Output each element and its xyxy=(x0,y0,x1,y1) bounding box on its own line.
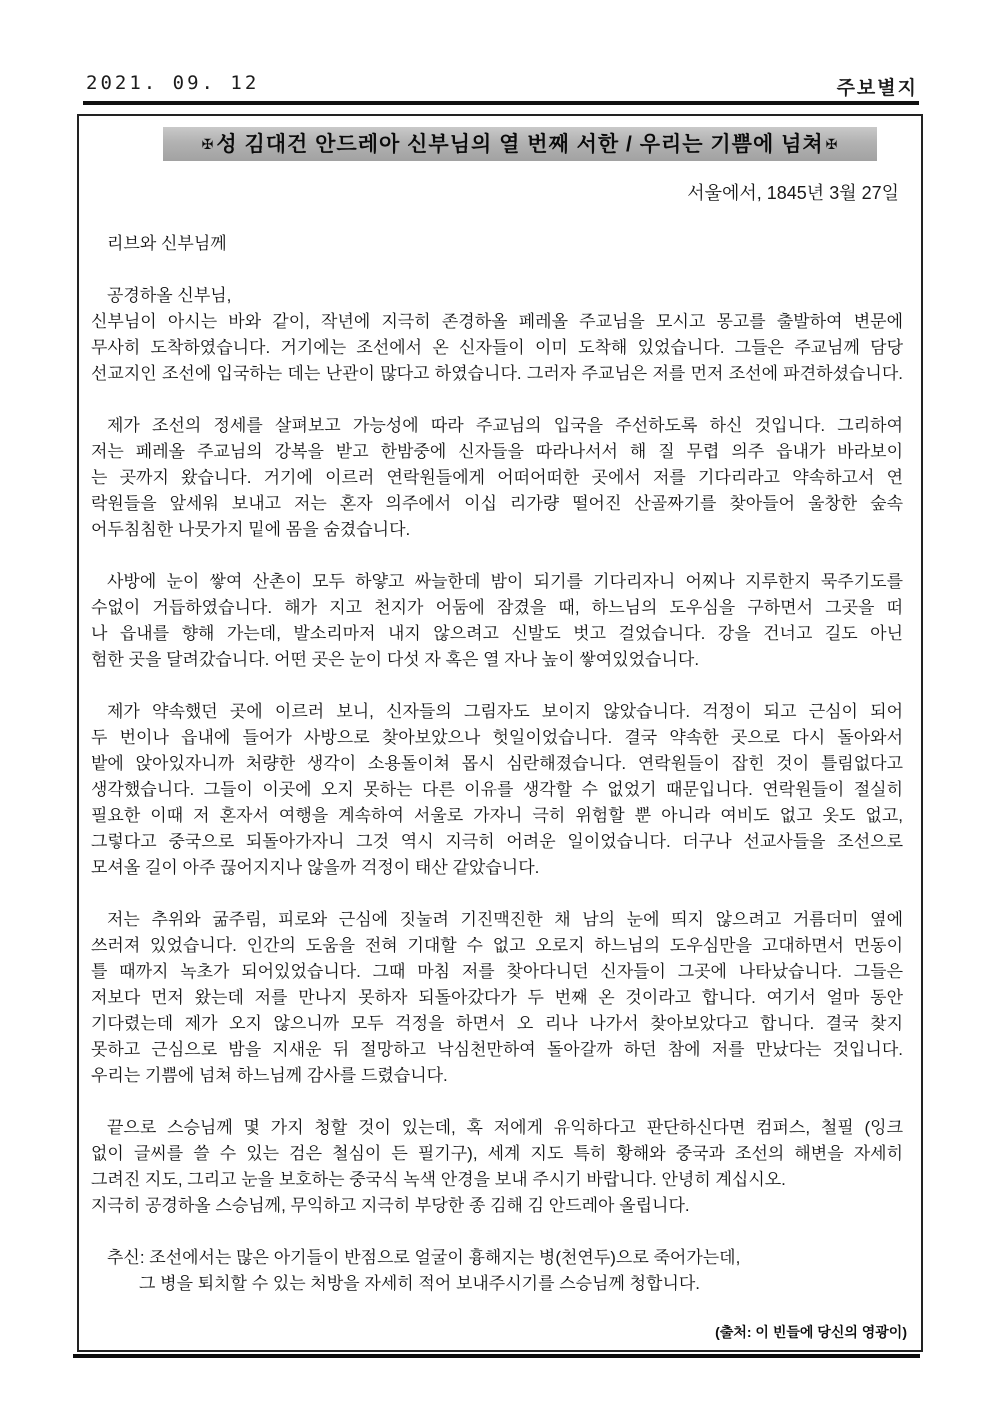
letter-line: 험한 곳을 달려갔습니다. 어떤 곳은 눈이 다섯 자 혹은 열 자나 높이 쌓여있었습니다. xyxy=(91,650,700,669)
letter-line: 추신: 조선에서는 많은 아기들이 반점으로 얼굴이 흉해지는 병(천연두)으로 죽어가는데, xyxy=(107,1248,741,1267)
letter-line: 못하고 근심으로 밤을 지새운 뒤 절망하고 낙심천만하여 돌아갈까 하던 참에 저를 만났다는 것입니다. xyxy=(91,1040,903,1059)
letter-paragraph xyxy=(91,283,903,387)
letter-line: 무사히 도착하였습니다. 거기에는 조선에서 온 신자들이 이미 도착해 있었습니다. 그들은 주교님께 담당 xyxy=(91,338,903,357)
letter-line: 사방에 눈이 쌓여 산촌이 모두 하얗고 싸늘한데 밤이 되기를 기다리자니 어찌나 지루한지 묵주기도를 xyxy=(107,572,903,591)
letter-line: 우리는 기쁨에 넘쳐 하느님께 감사를 드렸습니다. xyxy=(91,1066,448,1085)
letter-line: 는 곳까지 왔습니다. 거기에 이르러 연락원들에게 어떠어떠한 곳에서 저를 기다리라고 약속하고서 연 xyxy=(91,468,903,487)
cross-left-icon: ✠ xyxy=(201,136,215,152)
letter-dateline: 서울에서, 1845년 3월 27일 xyxy=(687,183,899,203)
letter-line: 기다렸는데 제가 오지 않으니까 모두 걱정을 하면서 오 리나 나가서 찾아보았다고 합니다. 결국 찾지 xyxy=(91,1014,903,1033)
recipient-line: 리브와 신부님께 xyxy=(107,234,227,253)
letter-line: 저는 페레올 주교님의 강복을 받고 한밤중에 신자들을 따라나서서 해 질 무렵 의주 읍내가 바라보이 xyxy=(91,442,903,461)
letter-line: 제가 조선의 정세를 살펴보고 가능성에 따라 주교님의 입국을 주선하도록 하신 것입니다. 그리하여 xyxy=(107,416,903,435)
letter-line: 밭에 앉아있자니까 처량한 생각이 소용돌이쳐 몹시 심란해졌습니다. 연락원들이 잡힌 것이 틀림없다고 xyxy=(91,754,903,773)
letter-paragraph xyxy=(91,1115,903,1219)
letter-line: 모셔올 길이 아주 끊어지지나 않을까 걱정이 태산 같았습니다. xyxy=(91,858,540,877)
bottom-rule xyxy=(73,1354,920,1358)
letter-line: 락원들을 앞세워 보내고 저는 혼자 의주에서 이십 리가량 떨어진 산골짜기를 찾아들어 울창한 숲속 xyxy=(91,494,903,513)
letter-line: 지극히 공경하올 스승님께, 무익하고 지극히 부당한 종 김해 김 안드레아 올립니다. xyxy=(91,1196,690,1215)
letter-line: 필요한 이때 저 혼자서 여행을 계속하여 서울로 가자니 극히 위험할 뿐 아니라 여비도 없고 옷도 없고, xyxy=(91,806,903,825)
letter-line: 신부님이 아시는 바와 같이, 작년에 지극히 존경하올 페레올 주교님을 모시고 몽고를 출발하여 변문에 xyxy=(91,312,903,331)
letter-line: 공경하올 신부님, xyxy=(107,286,232,305)
header-date: 2021. 09. 12 xyxy=(86,72,260,94)
letter-paragraph xyxy=(91,569,903,673)
letter-line: 생각했습니다. 그들이 이곳에 오지 못하는 다른 이유를 생각할 수 없었기 때문입니다. 연락원들이 절실히 xyxy=(91,780,903,799)
letter-paragraph xyxy=(91,699,903,881)
letter-line: 저보다 먼저 왔는데 저를 만나지 못하자 되돌아갔다가 두 번째 온 것이라고 합니다. 여기서 얼마 동안 xyxy=(91,988,903,1007)
letter-line: 틀 때까지 녹초가 되어있었습니다. 그때 마침 저를 찾아다니던 신자들이 그곳에 나타났습니다. 그들은 xyxy=(91,962,903,981)
letter-line: 선교지인 조선에 입국하는 데는 난관이 많다고 하였습니다. 그러자 주교님은 저를 먼저 조선에 파견하셨습니다. xyxy=(91,364,903,383)
letter-title: 성 김대건 안드레아 신부님의 열 번째 서한 / 우리는 기쁨에 넘쳐 xyxy=(216,133,824,156)
letter-line: 제가 약속했던 곳에 이르러 보니, 신자들의 그림자도 보이지 않았습니다. 걱정이 되고 근심이 되어 xyxy=(107,702,903,721)
letter-line: 저는 추위와 굶주림, 피로와 근심에 짓눌려 기진맥진한 채 남의 눈에 띄지 않으려고 거름더미 옆에 xyxy=(107,910,903,929)
letter-line: 그려진 지도, 그리고 눈을 보호하는 중국식 녹색 안경을 보내 주시기 바랍니다. 안녕히 계십시오. xyxy=(91,1170,786,1189)
letter-paragraph xyxy=(91,907,903,1089)
letter-title-bar xyxy=(163,127,877,161)
letter-line: 그렇다고 중국으로 되돌아가자니 그것 역시 지극히 어려운 일이었습니다. 더구나 선교사들을 조선으로 xyxy=(91,832,903,851)
source-note: (출처: 이 빈들에 당신의 영광이) xyxy=(715,1324,907,1340)
letter-line: 그 병을 퇴치할 수 있는 처방을 자세히 적어 보내주시기를 스승님께 청합니다. xyxy=(139,1274,701,1293)
letter-line: 쓰러져 있었습니다. 인간의 도움을 전혀 기대할 수 없고 오로지 하느님의 도우심만을 고대하면서 먼동이 xyxy=(91,936,903,955)
header-label: 주보별지 xyxy=(836,78,918,99)
letter-line: 끝으로 스승님께 몇 가지 청할 것이 있는데, 혹 저에게 유익하다고 판단하신다면 컴퍼스, 철필 (잉크 xyxy=(107,1118,903,1137)
letter-box xyxy=(77,114,923,1352)
letter-line: 없이 글씨를 쓸 수 있는 검은 철심이 든 필기구), 세계 지도 특히 황해와 중국과 조선의 해변을 자세히 xyxy=(91,1144,903,1163)
recipient-paragraph xyxy=(91,231,903,257)
letter-body-wrap xyxy=(79,231,921,1297)
letter-body xyxy=(91,283,903,1297)
letter-paragraph xyxy=(91,413,903,543)
cross-right-icon: ✠ xyxy=(825,136,839,152)
header-rule xyxy=(83,101,919,105)
letter-line: 어두침침한 나뭇가지 밑에 몸을 숨겼습니다. xyxy=(91,520,411,539)
letter-line: 수없이 거듭하였습니다. 해가 지고 천지가 어둠에 잠겼을 때, 하느님의 도우심을 구하면서 그곳을 떠 xyxy=(91,598,903,617)
postscript-paragraph xyxy=(91,1245,903,1297)
letter-line: 두 번이나 읍내에 들어가 사방으로 찾아보았으나 헛일이었습니다. 결국 약속한 곳으로 다시 돌아와서 xyxy=(91,728,903,747)
letter-line: 나 읍내를 향해 가는데, 발소리마저 내지 않으려고 신발도 벗고 걸었습니다. 강을 건너고 길도 아닌 xyxy=(91,624,903,643)
